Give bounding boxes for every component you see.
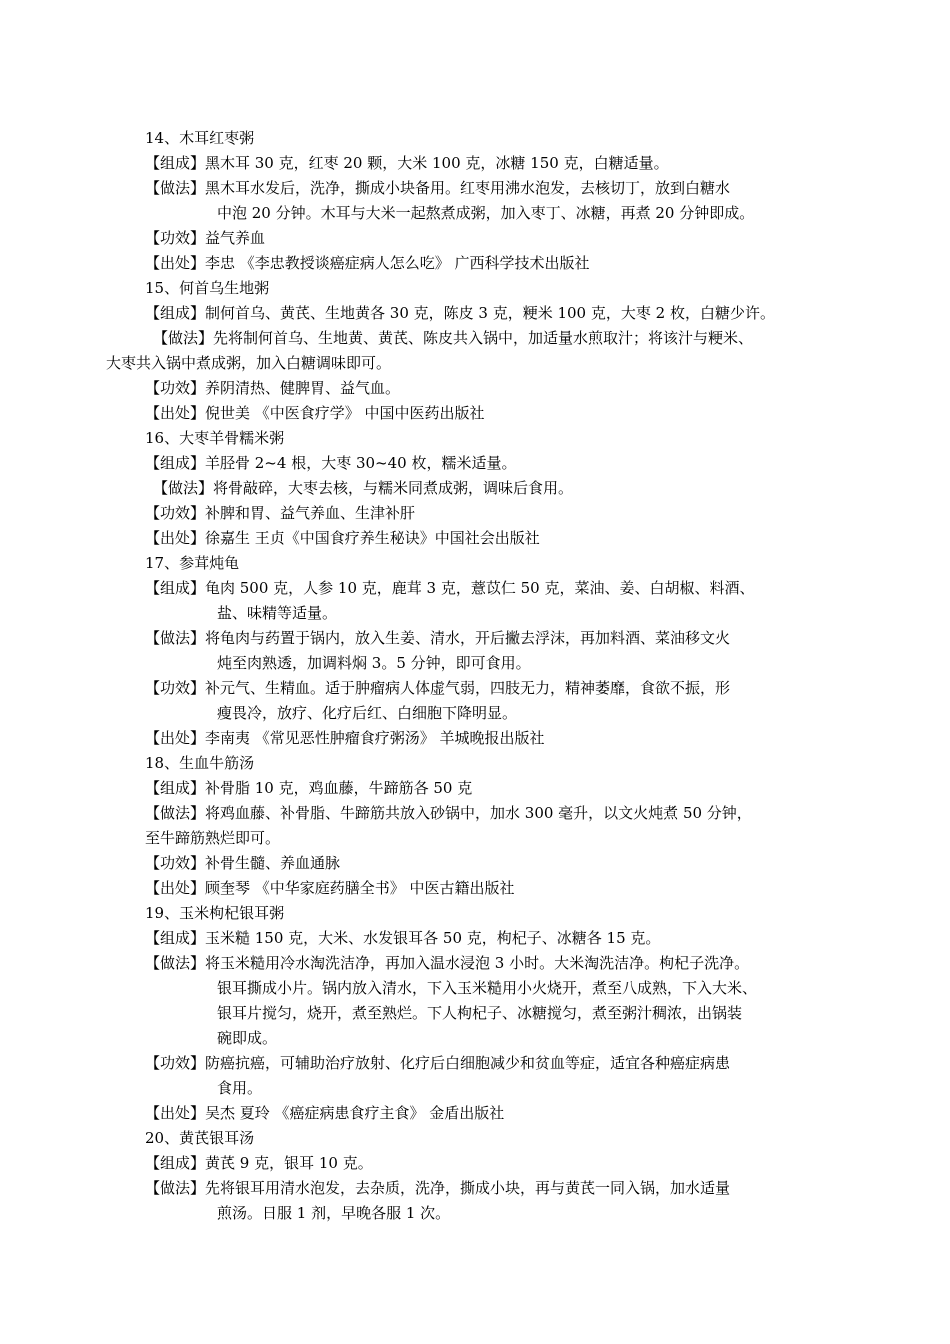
source-line: 【出处】倪世美 《中医食疗学》 中国中医药出版社 xyxy=(145,404,485,422)
method-line: 大枣共入锅中煮成粥，加入白糖调味即可。 xyxy=(106,354,392,372)
method-line: 【做法】将鸡血藤、补骨脂、牛蹄筋共放入砂锅中，加水 300 毫升，以文火炖煮 50 分钟， xyxy=(145,804,752,822)
recipe-title: 20、黄芪银耳汤 xyxy=(145,1129,255,1147)
recipe-title: 15、何首乌生地粥 xyxy=(145,279,270,297)
recipe-title: 16、大枣羊骨糯米粥 xyxy=(145,429,285,447)
composition-line: 【组成】制何首乌、黄芪、生地黄各 30 克，陈皮 3 克，粳米 100 克，大枣 2 枚，白糖少许。 xyxy=(145,304,775,322)
effect-line: 瘦畏冷，放疗、化疗后红、白细胞下降明显。 xyxy=(217,704,518,722)
effect-line: 【功效】补脾和胃、益气养血、生津补肝 xyxy=(145,504,416,522)
effect-line: 【功效】补元气、生精血。适于肿瘤病人体虚气弱，四肢无力，精神萎靡，食欲不振，形 xyxy=(145,679,731,697)
source-line: 【出处】李忠 《李忠教授谈癌症病人怎么吃》 广西科学技术出版社 xyxy=(145,254,590,272)
effect-line: 【功效】养阴清热、健脾胃、益气血。 xyxy=(145,379,401,397)
composition-line: 【组成】羊胫骨 2~4 根，大枣 30~40 枚，糯米适量。 xyxy=(145,454,517,472)
method-line: 【做法】先将制何首乌、生地黄、黄芪、陈皮共入锅中，加适量水煎取汁；将该汁与粳米、 xyxy=(153,329,754,347)
composition-line: 【组成】玉米糙 150 克，大米、水发银耳各 50 克，枸杞子、冰糖各 15 克。 xyxy=(145,929,661,947)
composition-line: 【组成】黄芪 9 克，银耳 10 克。 xyxy=(145,1154,373,1172)
recipe-title: 18、生血牛筋汤 xyxy=(145,754,255,772)
composition-line: 【组成】补骨脂 10 克，鸡血藤，牛蹄筋各 50 克 xyxy=(145,779,473,797)
method-line: 【做法】先将银耳用清水泡发，去杂质，洗净，撕成小块，再与黄芪一同入锅，加水适量 xyxy=(145,1179,731,1197)
effect-line: 【功效】防癌抗癌，可辅助治疗放射、化疗后白细胞减少和贫血等症，适宜各种癌症病患 xyxy=(145,1054,731,1072)
method-line: 银耳片搅匀，烧开，煮至熟烂。下人枸杞子、冰糖搅匀，煮至粥汁稠浓，出锅装 xyxy=(217,1004,743,1022)
method-line: 【做法】黑木耳水发后，洗净，撕成小块备用。红枣用沸水泡发，去核切丁，放到白糖水 xyxy=(145,179,731,197)
method-line: 银耳撕成小片。锅内放入清水，下入玉米糙用小火烧开，煮至八成熟，下入大米、 xyxy=(217,979,758,997)
method-line: 煎汤。日服 1 剂，早晚各服 1 次。 xyxy=(217,1204,451,1222)
method-line: 【做法】将玉米糙用冷水淘洗洁净，再加入温水浸泡 3 小时。大米淘洗洁净。枸杞子洗净。 xyxy=(145,954,750,972)
method-line: 中泡 20 分钟。木耳与大米一起熬煮成粥，加入枣丁、冰糖，再煮 20 分钟即成。 xyxy=(217,204,755,222)
method-line: 碗即成。 xyxy=(217,1029,278,1047)
recipe-title: 17、参茸炖龟 xyxy=(145,554,240,572)
source-line: 【出处】李南夷 《常见恶性肿瘤食疗粥汤》 羊城晚报出版社 xyxy=(145,729,545,747)
method-line: 炖至肉熟透，加调料焖 3。5 分钟，即可食用。 xyxy=(217,654,531,672)
source-line: 【出处】顾奎琴 《中华家庭药膳全书》 中医古籍出版社 xyxy=(145,879,515,897)
composition-line: 【组成】龟肉 500 克，人参 10 克，鹿茸 3 克，薏苡仁 50 克，菜油、姜、白胡椒、料酒、 xyxy=(145,579,755,597)
recipe-title: 19、玉米枸杞银耳粥 xyxy=(145,904,285,922)
source-line: 【出处】吴杰 夏玲 《癌症病患食疗主食》 金盾出版社 xyxy=(145,1104,505,1122)
effect-line: 【功效】补骨生髓、养血通脉 xyxy=(145,854,341,872)
method-line: 【做法】将骨敲碎，大枣去核，与糯米同煮成粥，调味后食用。 xyxy=(153,479,574,497)
composition-line: 盐、味精等适量。 xyxy=(217,604,338,622)
recipe-title: 14、木耳红枣粥 xyxy=(145,129,255,147)
composition-line: 【组成】黑木耳 30 克，红枣 20 颗，大米 100 克，冰糖 150 克，白糖适量。 xyxy=(145,154,669,172)
source-line: 【出处】徐嘉生 王贞《中国食疗养生秘诀》中国社会出版社 xyxy=(145,529,540,547)
method-line: 至牛蹄筋熟烂即可。 xyxy=(145,829,281,847)
effect-line: 【功效】益气养血 xyxy=(145,229,266,247)
effect-line: 食用。 xyxy=(217,1079,263,1097)
method-line: 【做法】将龟肉与药置于锅内，放入生姜、清水，开后撇去浮沫，再加料酒、菜油移文火 xyxy=(145,629,731,647)
